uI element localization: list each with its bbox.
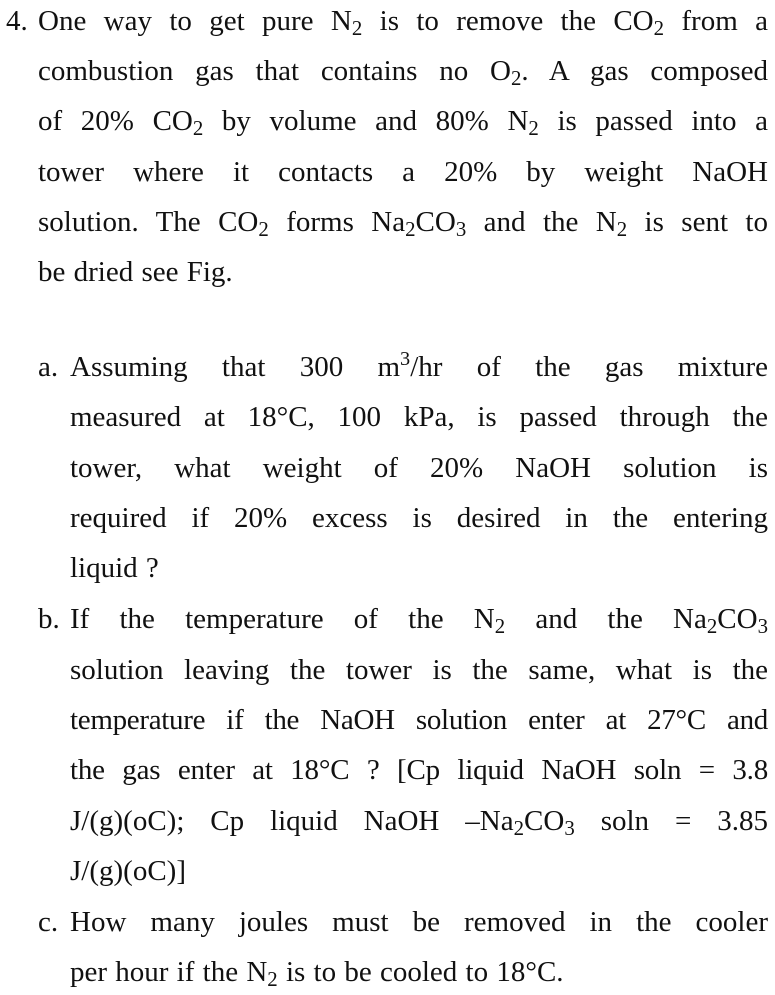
intro-line-6: be dried see Fig. (38, 256, 233, 288)
intro-line-3: of 20% $CO_2$ by volume and 80% $N_2$ is passed into a (38, 105, 768, 141)
part-b-line-2: solution leaving the tower is the same, what is the (70, 654, 768, 686)
part-b-label: b. (38, 603, 60, 635)
part-b-line-3: temperature if the NaOH solution enter at 27°C and (70, 704, 768, 736)
part-b-line-1: If the temperature of the $N_2$ and the $Na_2CO_3$ (70, 603, 768, 639)
question-number: 4. (6, 5, 28, 37)
part-a-line-5: liquid ? (70, 552, 159, 584)
part-a-label: a. (38, 351, 59, 383)
part-a-line-2: measured at 18°C, 100 kPa, is passed through the (70, 401, 768, 433)
intro-line-5: solution. The $CO_2$ forms $Na_2CO_3$ and the $N_2$ is sent to (38, 206, 768, 242)
intro-line-1: One way to get pure $N_2$ is to remove the $CO_2$ from a (38, 5, 768, 41)
part-b-line-4: the gas enter at 18°C ? [Cp liquid NaOH soln = 3.8 (70, 754, 768, 786)
part-c-line-1: How many joules must be removed in the cooler (70, 906, 768, 938)
part-a-line-4: required if 20% excess is desired in the entering (70, 502, 768, 534)
part-c-label: c. (38, 906, 59, 938)
intro-line-2: combustion gas that contains no $O_2$. A gas composed (38, 55, 768, 91)
intro-line-4: tower where it contacts a 20% by weight NaOH (38, 156, 768, 188)
part-a-line-3: tower, what weight of 20% NaOH solution is (70, 452, 768, 484)
part-a-line-1: Assuming that 300 $m^3/hr$ of the gas mixture (70, 347, 768, 383)
part-c-line-2: per hour if the $N_2$ is to be cooled to 18°C. (70, 956, 564, 992)
part-b-line-5: J/(g)(oC); Cp liquid NaOH $-Na_2CO_3$ soln = 3.85 (70, 805, 769, 841)
part-b-line-6: J/(g)(oC)] (70, 855, 186, 887)
